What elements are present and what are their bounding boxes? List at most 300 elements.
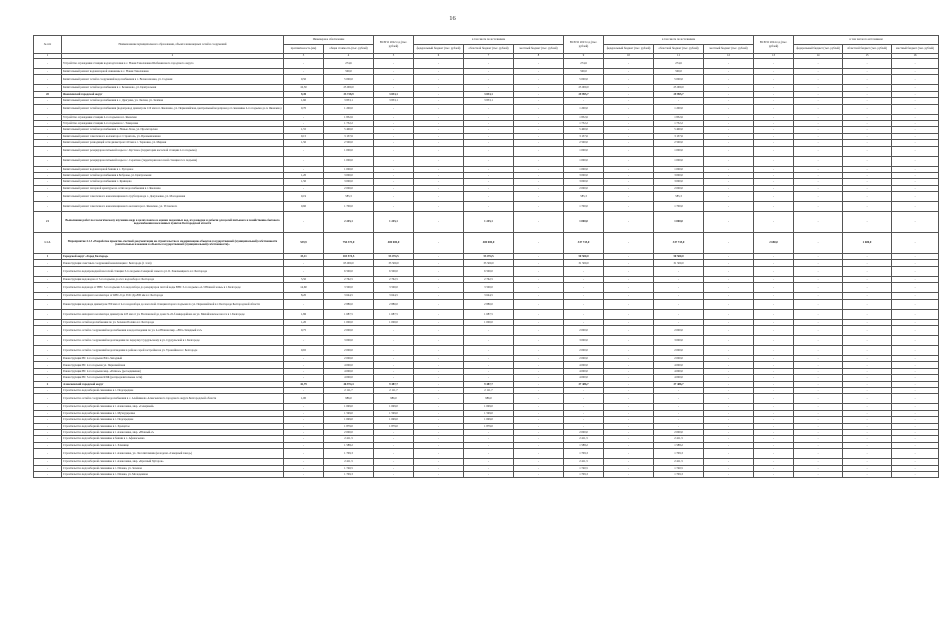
federal-2024: -	[794, 233, 843, 254]
local-2023: -	[704, 266, 754, 276]
regional-2022: -	[464, 59, 514, 69]
total-2023: 500,0	[564, 69, 604, 75]
col-local-2024-header: местный бюджет (тыс. рублей)	[892, 45, 939, 54]
federal-2022: -	[414, 471, 464, 477]
total-2022: -	[374, 59, 414, 69]
length-value: 42,79	[284, 381, 324, 387]
local-2022: -	[514, 212, 564, 233]
federal-2023: -	[604, 449, 654, 459]
federal-2023: -	[604, 179, 654, 185]
object-name: Капитальный ремонт самотечного канализационного трубопровода с. Докучаевка, ул. Молодежная	[62, 192, 284, 202]
local-2023: -	[704, 212, 754, 233]
length-value: -	[284, 336, 324, 346]
regional-2024: -	[843, 85, 892, 91]
federal-2022: -	[414, 85, 464, 91]
federal-2024: -	[794, 172, 843, 178]
row-number: 21	[34, 212, 62, 233]
total-2022: 9 487,7	[374, 381, 414, 387]
regional-2022: -	[464, 85, 514, 91]
local-2024: -	[892, 104, 939, 114]
row-number: -	[34, 394, 62, 404]
object-name: Строительство напорного коллектора диаметром 225 мм от ул. Волчанской до дома № 22-б микрорайона на ул. Михайловское шоссе в г. Белгороде	[62, 309, 284, 319]
regional-2022: -	[464, 326, 514, 336]
local-2023: -	[704, 75, 754, 85]
regional-2022: -	[464, 156, 514, 166]
length-value: -	[284, 459, 324, 465]
local-2023: -	[704, 146, 754, 156]
total-2024: -	[754, 260, 794, 266]
federal-2024: -	[794, 254, 843, 260]
total-2023: 3 000,0	[564, 336, 604, 346]
column-index-cell: 7	[464, 54, 514, 59]
local-2024: -	[892, 254, 939, 260]
federal-2022: -	[414, 133, 464, 139]
federal-2024: -	[794, 266, 843, 276]
federal-2024: -	[794, 417, 843, 423]
local-2022: -	[514, 309, 564, 319]
local-2022: -	[514, 394, 564, 404]
federal-2024: -	[794, 59, 843, 69]
total-2022: -	[374, 156, 414, 166]
regional-2022: -	[464, 166, 514, 172]
object-name: Капитальный ремонт резервуаров питьевой воды в с. Кустовое (территория насосной станции 2-го подъема)	[62, 146, 284, 156]
length-value: -	[284, 146, 324, 156]
col-capacity-group-header: Инженерное обеспечение	[284, 36, 374, 45]
local-2023: -	[704, 387, 754, 393]
regional-2022: -	[464, 362, 514, 368]
object-name: Строительство сетей и сооружений водоснабжения и водоотведения по ул. 4-я Южная мкр. «Юго-Западный 2.2»	[62, 326, 284, 336]
federal-2024: -	[794, 69, 843, 75]
federal-2024: -	[794, 133, 843, 139]
local-2024: -	[892, 336, 939, 346]
total-2024: -	[754, 449, 794, 459]
column-index-cell: 4	[324, 54, 374, 59]
row-number: -	[34, 319, 62, 325]
total-2022: 33 500,0	[374, 260, 414, 266]
length-value: 0,65	[284, 346, 324, 356]
regional-2023: 4 000,0	[654, 375, 704, 381]
length-value: 0,60	[284, 202, 324, 212]
object-name: Реконструкция очистных сооружений канализации г. Белгорода (1 этап)	[62, 260, 284, 266]
table-row	[34, 283, 939, 293]
local-2024: -	[892, 326, 939, 336]
local-2024: -	[892, 436, 939, 442]
regional-2023: -	[654, 410, 704, 416]
local-2024: -	[892, 362, 939, 368]
total-2022: -	[374, 346, 414, 356]
cost-value: 103 574,5	[324, 254, 374, 260]
total-2022: -	[374, 127, 414, 133]
federal-2022: -	[414, 394, 464, 404]
total-2024: -	[754, 368, 794, 374]
total-2023: 585,3	[564, 192, 604, 202]
local-2022: -	[514, 166, 564, 172]
regional-2024: -	[843, 192, 892, 202]
total-2024: -	[754, 417, 794, 423]
total-2023: 274,6	[564, 59, 604, 69]
cost-value: 986,0	[324, 394, 374, 404]
regional-2022: 1 000,0	[464, 319, 514, 325]
local-2023: -	[704, 336, 754, 346]
local-2024: -	[892, 459, 939, 465]
cost-value: 2 411,5	[324, 459, 374, 465]
row-number: -	[34, 387, 62, 393]
column-index-cell: 9	[564, 54, 604, 59]
cost-value: 4 000,0	[324, 362, 374, 368]
object-name: Реконструкция НС 2-го подъема ул. Первомайская	[62, 362, 284, 368]
total-2023: -	[564, 410, 604, 416]
local-2022: -	[514, 319, 564, 325]
regional-2024: -	[843, 98, 892, 104]
cost-value: 3 000,0	[324, 179, 374, 185]
regional-2023: 1 740,5	[654, 465, 704, 471]
federal-2023: -	[604, 98, 654, 104]
regional-2022: -	[464, 140, 514, 146]
federal-2022: -	[414, 417, 464, 423]
regional-2022: 1 599,0	[464, 410, 514, 416]
length-value: -	[284, 362, 324, 368]
object-name: Капитальный ремонт сетей и сооружений водоснабжения в с. Вознесеновка, ул. Садовая	[62, 75, 284, 85]
local-2023: -	[704, 362, 754, 368]
total-2023: 1 588,2	[564, 442, 604, 448]
federal-2024: -	[794, 356, 843, 362]
local-2022: -	[514, 465, 564, 471]
regional-2022: -	[464, 465, 514, 471]
total-2022: -	[374, 172, 414, 178]
table-header	[34, 36, 939, 59]
local-2024: -	[892, 202, 939, 212]
cost-value: 1 000,0	[324, 319, 374, 325]
cost-value: 3 833,1	[324, 98, 374, 104]
regional-2023: 1 709,3	[654, 449, 704, 459]
regional-2024: -	[843, 459, 892, 465]
local-2023: -	[704, 436, 754, 442]
total-2023: -	[564, 404, 604, 410]
federal-2024: -	[794, 120, 843, 126]
total-2023: 4 000,0	[564, 368, 604, 374]
federal-2024: -	[794, 471, 843, 477]
length-value: -	[284, 156, 324, 166]
total-2023: -	[564, 293, 604, 299]
regional-2023: 2 500,0	[654, 140, 704, 146]
total-2024: -	[754, 179, 794, 185]
regional-2022: -	[464, 114, 514, 120]
federal-2022: -	[414, 299, 464, 309]
local-2024: -	[892, 185, 939, 191]
object-name: Строительство сетей водоснабжения по ул. Зеленая Поляна в г. Белгороде	[62, 319, 284, 325]
local-2023: -	[704, 356, 754, 362]
federal-2023: -	[604, 410, 654, 416]
federal-2023: -	[604, 185, 654, 191]
local-2023: -	[704, 98, 754, 104]
federal-2022: -	[414, 266, 464, 276]
total-2024: -	[754, 98, 794, 104]
cost-value: 2 000,0	[324, 356, 374, 362]
cost-value: 65 000,0	[324, 260, 374, 266]
local-2023: -	[704, 179, 754, 185]
total-2022: -	[374, 85, 414, 91]
row-number: -	[34, 98, 62, 104]
total-2024: -	[754, 387, 794, 393]
row-number: 1	[34, 254, 62, 260]
federal-2024: -	[794, 75, 843, 85]
row-number: -	[34, 166, 62, 172]
total-2024: -	[754, 346, 794, 356]
cost-value: 3 500,0	[324, 283, 374, 293]
regional-2024: -	[843, 436, 892, 442]
federal-2024: -	[794, 375, 843, 381]
total-2023: 1 200,0	[564, 104, 604, 114]
regional-2024: -	[843, 254, 892, 260]
column-index-cell: 2	[62, 54, 284, 59]
total-2022: 986,0	[374, 394, 414, 404]
local-2023: -	[704, 293, 754, 299]
regional-2024: -	[843, 185, 892, 191]
total-2023: -	[564, 276, 604, 282]
regional-2024: -	[843, 166, 892, 172]
federal-2022: -	[414, 375, 464, 381]
federal-2024: -	[794, 166, 843, 172]
regional-2024: -	[843, 266, 892, 276]
length-value: 1,60	[284, 98, 324, 104]
regional-2024: -	[843, 91, 892, 97]
cost-value: 1 709,3	[324, 471, 374, 477]
object-name: Капитальный ремонт самотечного коллектора г. Строитель, ул. Промышленная	[62, 133, 284, 139]
total-2024: -	[754, 336, 794, 346]
col-local-2022-header: местный бюджет (тыс. рублей)	[514, 45, 564, 54]
local-2022: -	[514, 368, 564, 374]
federal-2022: -	[414, 381, 464, 387]
total-2024: -	[754, 299, 794, 309]
local-2022: -	[514, 346, 564, 356]
regional-2023: 500,0	[654, 69, 704, 75]
federal-2022: -	[414, 449, 464, 459]
local-2024: -	[892, 114, 939, 120]
local-2022: -	[514, 299, 564, 309]
row-number: -	[34, 404, 62, 410]
total-2023: 2 000,0	[564, 429, 604, 435]
local-2022: -	[514, 293, 564, 299]
local-2022: -	[514, 133, 564, 139]
federal-2023: -	[604, 172, 654, 178]
regional-2023: 4 000,0	[654, 362, 704, 368]
cost-value: 3 137,6	[324, 133, 374, 139]
local-2023: -	[704, 449, 754, 459]
cost-value: 750 375,0	[324, 233, 374, 254]
table-row	[34, 156, 939, 166]
federal-2022: -	[414, 98, 464, 104]
local-2022: -	[514, 471, 564, 477]
federal-2023: -	[604, 127, 654, 133]
regional-2023: -	[654, 299, 704, 309]
total-2022: -	[374, 362, 414, 368]
local-2022: -	[514, 381, 564, 387]
row-number: -	[34, 465, 62, 471]
federal-2023: -	[604, 309, 654, 319]
regional-2023: -	[654, 319, 704, 325]
row-number: -	[34, 293, 62, 299]
total-2023: 2 411,5	[564, 459, 604, 465]
row-number: -	[34, 299, 62, 309]
federal-2022: -	[414, 120, 464, 126]
total-2023: 2 500,0	[564, 140, 604, 146]
local-2024: -	[892, 260, 939, 266]
local-2024: -	[892, 179, 939, 185]
row-number: -	[34, 140, 62, 146]
object-name: Реконструкция водоводов от 3-го подъема до 2-го водозабора г. Белгорода	[62, 276, 284, 282]
table-row	[34, 346, 939, 356]
length-value: 0,19	[284, 192, 324, 202]
federal-2022: -	[414, 146, 464, 156]
row-number: -	[34, 202, 62, 212]
total-2023: -	[564, 394, 604, 404]
federal-2023: -	[604, 368, 654, 374]
federal-2023: -	[604, 436, 654, 442]
cost-value: 585,3	[324, 192, 374, 202]
local-2024: -	[892, 133, 939, 139]
regional-2023: -	[654, 309, 704, 319]
total-2022: 1 879,0	[374, 423, 414, 429]
local-2023: -	[704, 423, 754, 429]
table-row	[34, 394, 939, 404]
cost-value: 2 111,7	[324, 387, 374, 393]
total-2023: 3 137,6	[564, 133, 604, 139]
regional-2023: 4 000,0	[654, 368, 704, 374]
regional-2023: 50 500,0	[654, 254, 704, 260]
federal-2024: -	[794, 260, 843, 266]
regional-2024: -	[843, 260, 892, 266]
total-2023: -	[564, 98, 604, 104]
table-row	[34, 266, 939, 276]
regional-2023: 1 700,0	[654, 202, 704, 212]
total-2024: -	[754, 114, 794, 120]
total-2023: 37 486,7	[564, 381, 604, 387]
table-row	[34, 146, 939, 156]
regional-2024: -	[843, 375, 892, 381]
local-2022: -	[514, 179, 564, 185]
regional-2024: -	[843, 429, 892, 435]
total-2022: -	[374, 459, 414, 465]
regional-2024: -	[843, 69, 892, 75]
regional-2023: 2 000,0	[654, 356, 704, 362]
table-row	[34, 59, 939, 69]
total-2022: -	[374, 179, 414, 185]
total-2024: -	[754, 212, 794, 233]
regional-2023: 3 000,0	[654, 336, 704, 346]
federal-2023: -	[604, 404, 654, 410]
local-2022: -	[514, 449, 564, 459]
total-2022: -	[374, 471, 414, 477]
regional-2023: 2 000,0	[654, 346, 704, 356]
federal-2023: -	[604, 75, 654, 85]
row-number: -	[34, 260, 62, 266]
table-row	[34, 449, 939, 459]
object-name: Капитальный ремонт сетей водоснабжения с. Кривцово	[62, 179, 284, 185]
local-2023: -	[704, 172, 754, 178]
length-value: 1,20	[284, 319, 324, 325]
total-2023: -	[564, 387, 604, 393]
local-2022: -	[514, 260, 564, 266]
regional-2022: -	[464, 375, 514, 381]
local-2023: -	[704, 375, 754, 381]
length-value: 1,86	[284, 309, 324, 319]
length-value: -	[284, 465, 324, 471]
federal-2023: -	[604, 254, 654, 260]
cost-value: 5 400,0	[324, 127, 374, 133]
federal-2023: -	[604, 59, 654, 69]
federal-2023: -	[604, 319, 654, 325]
federal-2024: -	[794, 368, 843, 374]
regional-2022: -	[464, 436, 514, 442]
regional-2023: 29 895,7	[654, 91, 704, 97]
federal-2023: -	[604, 233, 654, 254]
regional-2022: -	[464, 127, 514, 133]
length-value: -	[284, 166, 324, 172]
total-2022: -	[374, 104, 414, 114]
col-regional-2024-header: областной бюджет (тыс. рублей)	[843, 45, 892, 54]
total-2023: 5 400,0	[564, 127, 604, 133]
local-2023: -	[704, 442, 754, 448]
local-2024: -	[892, 442, 939, 448]
local-2022: -	[514, 185, 564, 191]
table-row	[34, 326, 939, 336]
regional-2022: -	[464, 471, 514, 477]
total-2024: -	[754, 156, 794, 166]
object-name: Капитальный ремонт водонапорной скважины в с. Новая Таволжанка	[62, 69, 284, 75]
federal-2022: -	[414, 104, 464, 114]
local-2024: -	[892, 85, 939, 91]
total-2024: -	[754, 410, 794, 416]
length-value: 0,75	[284, 326, 324, 336]
regional-2023: -	[654, 394, 704, 404]
federal-2022: -	[414, 127, 464, 133]
local-2023: -	[704, 192, 754, 202]
federal-2022: -	[414, 362, 464, 368]
regional-2023: 1 709,3	[654, 471, 704, 477]
object-name: Реконструкция НС 3-го подъема КЗЖ (распределительные сети)	[62, 375, 284, 381]
federal-2023: -	[604, 104, 654, 114]
total-2024: -	[754, 202, 794, 212]
cost-value: 5 000,0	[324, 75, 374, 85]
regional-2022: 1 699,0	[464, 417, 514, 423]
length-value: 1,50	[284, 140, 324, 146]
regional-2022: -	[464, 368, 514, 374]
total-2024: -	[754, 146, 794, 156]
local-2024: -	[892, 146, 939, 156]
row-number: -	[34, 266, 62, 276]
federal-2022: -	[414, 114, 464, 120]
regional-2024: -	[843, 404, 892, 410]
total-2022: -	[374, 75, 414, 85]
federal-2022: -	[414, 319, 464, 325]
cost-value: 1 687,5	[324, 309, 374, 319]
cost-value: 1 709,3	[324, 449, 374, 459]
local-2023: -	[704, 140, 754, 146]
object-name: Строительство водозаборной скважины в с. Иловка, ул. Зеленая	[62, 465, 284, 471]
total-2022: 3 833,1	[374, 91, 414, 97]
total-2022: 1 699,0	[374, 417, 414, 423]
length-value: 14,60	[284, 283, 324, 293]
length-value: 0,50	[284, 75, 324, 85]
total-2024: -	[754, 326, 794, 336]
local-2024: -	[892, 140, 939, 146]
column-index-cell: 8	[514, 54, 564, 59]
length-value: -	[284, 120, 324, 126]
local-2023: -	[704, 471, 754, 477]
federal-2022: -	[414, 336, 464, 346]
cost-value: 33 728,9	[324, 91, 374, 97]
federal-2023: -	[604, 140, 654, 146]
